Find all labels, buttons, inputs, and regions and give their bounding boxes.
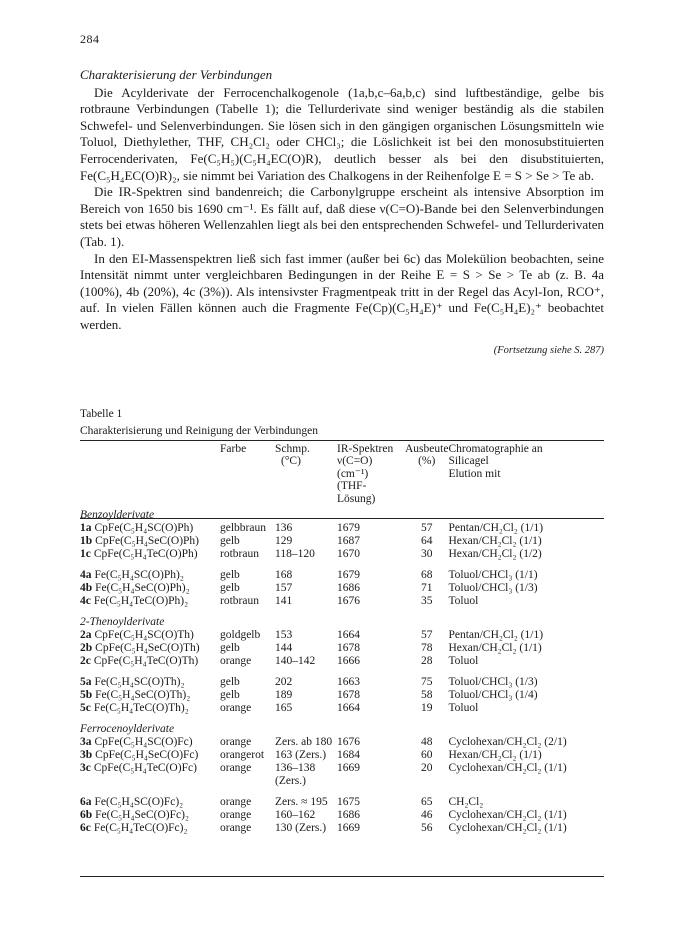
cell-farbe: gelb (220, 569, 240, 582)
cell-ausbeute: 65 (420, 796, 433, 809)
cell-compound (80, 535, 220, 548)
compound-id: 6b (80, 809, 93, 822)
table-row (80, 736, 604, 749)
cell-compound (80, 809, 220, 822)
compound-formula: Fe(C₅H₄SeC(O)Ph)₂ (95, 582, 190, 595)
paragraph: In den EI-Massenspektren ließ sich fast immer (außer bei 6c) das Molekülion beobachten, seine Intensität nimmt unter vergleichbaren Bedingungen in der Reihe E = S > Se > Te ab (z. B. 4a (100%), 4b (20%), 4c (3%)). Als intensivster Fragmentpeak tritt in der Regel das Acyl-Ion, RCO⁺, auf. In vielen Fällen können auch die Fragmente Fe(Cp)(C₅H₄E)⁺ und Fe(C₅H₄E)₂⁺ beobachtet werden. (80, 250, 604, 332)
group-title: Ferrocenoylderivate (80, 723, 175, 736)
cell-ir: 1669 (337, 762, 360, 775)
group-title: 2-Thenoylderivate (80, 616, 165, 629)
cell-compound (80, 668, 220, 689)
schmp-value: 160–162 (275, 809, 316, 822)
schmp-value: 130 (Zers.) (275, 822, 327, 835)
cell-ir: 1679 (337, 522, 360, 535)
cell-farbe: orange (220, 736, 252, 749)
cell-farbe: gelb (220, 642, 240, 655)
cell-ausbeute: 78 (420, 642, 433, 655)
compound-id: 3b (80, 749, 93, 762)
cell-compound (80, 582, 220, 595)
table-row (80, 788, 604, 809)
cell-chromatographie: Toluol/CHCl₃ (1/1) (448, 569, 538, 582)
cell-ausbeute: 71 (420, 582, 433, 595)
compound-id: 2c (80, 655, 91, 668)
paragraph: Die IR-Spektren sind bandenreich; die Carbonylgruppe erscheint als intensive Absorption im Bereich von 1650 bis 1690 cm⁻¹. Es fällt auf, daß diese ν(C=O)-Bande bei den Selenverbindungen stets bei etwas höheren Wellenzahlen liegt als bei den entsprechenden Schwefel- und Tellurderivaten (Tab. 1). (80, 184, 604, 249)
cell-schmp (275, 762, 337, 788)
cell-compound (80, 522, 220, 535)
schmp-value: 165 (275, 702, 293, 715)
compound-formula: Fe(C₅H₄TeC(O)Fc)₂ (93, 822, 188, 835)
compound-id: 2b (80, 642, 93, 655)
table-row (80, 595, 604, 608)
cell-compound (80, 822, 220, 835)
cell-ir: 1670 (337, 548, 360, 561)
table-row (80, 655, 604, 668)
schmp-value: 189 (275, 689, 293, 702)
cell-ausbeute: 28 (420, 655, 433, 668)
table-row (80, 749, 604, 762)
cell-farbe: rotbraun (220, 595, 259, 608)
cell-ausbeute: 75 (420, 676, 433, 689)
schmp-value: 118–120 (275, 548, 315, 561)
cell-farbe: gelb (220, 676, 240, 689)
group-title-row (80, 608, 604, 629)
cell-compound (80, 629, 220, 642)
cell-ausbeute: 64 (420, 535, 433, 548)
compound-formula: Fe(C₅H₄TeC(O)Ph)₂ (93, 595, 189, 608)
table-row (80, 548, 604, 561)
schmp-value: 202 (275, 676, 293, 689)
cell-ausbeute: 57 (420, 629, 433, 642)
header-ir: IR-Spektren ν(C=O) (cm⁻¹) (THF- Lösung) (337, 443, 394, 505)
cell-ir: 1678 (337, 689, 360, 702)
cell-farbe: orange (220, 702, 252, 715)
cell-compound (80, 702, 220, 715)
cell-ir: 1664 (337, 629, 360, 642)
compound-formula: Fe(C₅H₄SeC(O)Th)₂ (95, 689, 191, 702)
cell-ir: 1676 (337, 595, 360, 608)
cell-farbe: orange (220, 655, 252, 668)
cell-schmp (275, 702, 337, 715)
table-row (80, 522, 604, 535)
header-compound (80, 441, 220, 505)
cell-compound (80, 736, 220, 749)
cell-compound (80, 642, 220, 655)
schmp-value: 136 (275, 522, 293, 535)
cell-ir: 1686 (337, 809, 360, 822)
table-caption: Charakterisierung und Reinigung der Verbindungen (80, 425, 319, 437)
cell-schmp (275, 522, 337, 535)
group-title-row (80, 715, 604, 736)
schmp-value: 168 (275, 569, 293, 582)
cell-chromatographie: Cyclohexan/CH₂Cl₂ (1/1) (448, 822, 567, 835)
cell-chromatographie: Toluol/CHCl₃ (1/3) (448, 676, 538, 689)
table-row (80, 668, 604, 689)
compound-id: 1b (80, 535, 93, 548)
cell-schmp (275, 548, 337, 561)
compound-id: 6c (80, 822, 91, 835)
cell-compound (80, 689, 220, 702)
compound-formula: CpFe(C₅H₄TeC(O)Fc) (93, 762, 197, 775)
table-row (80, 561, 604, 582)
cell-ausbeute: 60 (420, 749, 433, 762)
cell-schmp (275, 655, 337, 668)
cell-ir: 1684 (337, 749, 360, 762)
table-header-row (80, 441, 604, 505)
schmp-value: 140–142 (275, 655, 316, 668)
schmp-value: Zers. ≈ 195 (275, 796, 328, 809)
page-number: 284 (80, 32, 100, 46)
cell-compound (80, 655, 220, 668)
compound-formula: CpFe(C₅H₄TeC(O)Th) (93, 655, 199, 668)
table-row (80, 809, 604, 822)
cell-ir: 1675 (337, 796, 360, 809)
cell-chromatographie: Cyclohexan/CH₂Cl₂ (1/1) (448, 809, 567, 822)
cell-ir: 1663 (337, 676, 360, 689)
paragraph: Die Acylderivate der Ferrocenchalkogenole (1a,b,c–6a,b,c) sind luftbeständige, gelbe bis rotbraune Verbindungen (Tabelle 1); die Tellurderivate sind weniger beständig als die stabilen Schwefel- und Selenverbindungen. Sie lösen sich in den gängigen organischen Lösungsmitteln wie Toluol, Diethylether, THF, CH₂Cl₂ oder CHCl₃; die Löslichkeit ist bei den monosubstituierten Ferrocenderivaten, Fe(C₅H₅)(C₅H₄EC(O)R), deutlich besser als bei den disubstituierten, Fe(C₅H₄EC(O)R)₂, sie nimmt bei Variation des Chalkogens in der Reihenfolge E = S > Se > Te ab. (80, 84, 604, 183)
cell-schmp (275, 809, 337, 822)
table-row (80, 629, 604, 642)
cell-farbe: orange (220, 796, 252, 809)
compound-formula: Fe(C₅H₄SeC(O)Fc)₂ (95, 809, 189, 822)
schmp-value: Zers. ab 180 (275, 736, 333, 749)
schmp-value: 144 (275, 642, 293, 655)
table-row (80, 689, 604, 702)
cell-ausbeute: 30 (420, 548, 433, 561)
cell-chromatographie: Hexan/CH₂Cl₂ (1/1) (448, 642, 542, 655)
compound-formula: Fe(C₅H₄SC(O)Fc)₂ (94, 796, 184, 809)
cell-compound (80, 762, 220, 788)
schmp-value: 157 (275, 582, 293, 595)
cell-compound (80, 749, 220, 762)
cell-chromatographie: Hexan/CH₂Cl₂ (1/1) (448, 535, 542, 548)
cell-farbe: orange (220, 809, 252, 822)
cell-ir: 1669 (337, 822, 360, 835)
compound-id: 1a (80, 522, 92, 535)
compound-id: 4a (80, 569, 92, 582)
compound-id: 4b (80, 582, 93, 595)
cell-compound (80, 788, 220, 809)
header-farbe: Farbe (220, 443, 247, 455)
cell-chromatographie: CH₂Cl₂ (448, 796, 484, 809)
cell-ausbeute: 57 (420, 522, 433, 535)
table-label: Tabelle 1 (80, 408, 123, 420)
cell-farbe: goldgelb (220, 629, 261, 642)
cell-schmp (275, 595, 337, 608)
cell-ir: 1676 (337, 736, 360, 749)
cell-schmp (275, 561, 337, 582)
cell-ir: 1686 (337, 582, 360, 595)
cell-chromatographie: Toluol (448, 702, 479, 715)
cell-schmp (275, 642, 337, 655)
cell-farbe: orange (220, 762, 252, 775)
cell-farbe: rotbraun (220, 548, 259, 561)
cell-schmp (275, 788, 337, 809)
compound-id: 5b (80, 689, 93, 702)
cell-ir: 1666 (337, 655, 360, 668)
cell-farbe: gelb (220, 582, 240, 595)
cell-ir: 1678 (337, 642, 360, 655)
header-ausbeute: Ausbeute (%) (405, 443, 449, 468)
group-title: Benzoylderivate (80, 509, 155, 522)
schmp-value: 153 (275, 629, 293, 642)
cell-ir: 1679 (337, 569, 360, 582)
cell-ausbeute: 56 (420, 822, 433, 835)
cell-farbe: gelb (220, 535, 240, 548)
cell-chromatographie: Toluol (448, 595, 479, 608)
cell-ausbeute: 58 (420, 689, 433, 702)
cell-farbe: orangerot (220, 749, 265, 762)
cell-ausbeute: 68 (420, 569, 433, 582)
table-row (80, 535, 604, 548)
group-title-row (80, 505, 604, 522)
cell-schmp (275, 736, 337, 749)
compound-table (80, 441, 604, 835)
header-schmp: Schmp. (°C) (275, 443, 310, 468)
compound-formula: CpFe(C₅H₄SeC(O)Th) (95, 642, 200, 655)
cell-ir: 1664 (337, 702, 360, 715)
compound-formula: Fe(C₅H₄SC(O)Th)₂ (94, 676, 185, 689)
cell-ausbeute: 20 (420, 762, 433, 775)
compound-formula: CpFe(C₅H₄SC(O)Th) (94, 629, 194, 642)
cell-schmp (275, 749, 337, 762)
cell-ir: 1687 (337, 535, 360, 548)
cell-ausbeute: 19 (420, 702, 433, 715)
compound-id: 6a (80, 796, 92, 809)
cell-ausbeute: 46 (420, 809, 433, 822)
cell-ausbeute: 35 (420, 595, 433, 608)
schmp-note: (Zers.) (275, 775, 306, 788)
cell-chromatographie: Pentan/CH₂Cl₂ (1/1) (448, 522, 544, 535)
section-title: Charakterisierung der Verbindungen (80, 67, 273, 82)
compound-id: 3a (80, 736, 92, 749)
table-bottom-rule (80, 876, 604, 877)
table-row (80, 762, 604, 788)
cell-chromatographie: Pentan/CH₂Cl₂ (1/1) (448, 629, 544, 642)
cell-chromatographie: Toluol/CHCl₃ (1/4) (448, 689, 538, 702)
compound-formula: CpFe(C₅H₄SC(O)Fc) (94, 736, 193, 749)
table-row (80, 582, 604, 595)
cell-ausbeute: 48 (420, 736, 433, 749)
cell-farbe: orange (220, 822, 252, 835)
table-row (80, 702, 604, 715)
cell-compound (80, 561, 220, 582)
cell-schmp (275, 629, 337, 642)
compound-id: 1c (80, 548, 91, 561)
compound-id: 5a (80, 676, 92, 689)
cell-schmp (275, 822, 337, 835)
schmp-value: 136–138 (275, 762, 316, 775)
cell-chromatographie: Cyclohexan/CH₂Cl₂ (1/1) (448, 762, 567, 775)
cell-compound (80, 548, 220, 561)
compound-formula: CpFe(C₅H₄TeC(O)Ph) (93, 548, 198, 561)
cell-schmp (275, 535, 337, 548)
compound-formula: CpFe(C₅H₄SC(O)Ph) (94, 522, 194, 535)
cell-compound (80, 595, 220, 608)
compound-formula: Fe(C₅H₄SC(O)Ph)₂ (94, 569, 184, 582)
body-text (80, 67, 604, 359)
cell-chromatographie: Hexan/CH₂Cl₂ (1/2) (448, 548, 542, 561)
continuation-note: (Fortsetzung siehe S. 287) (493, 344, 604, 356)
schmp-value: 141 (275, 595, 293, 608)
compound-id: 3c (80, 762, 91, 775)
cell-farbe: gelbbraun (220, 522, 266, 535)
cell-chromatographie: Hexan/CH₂Cl₂ (1/1) (448, 749, 542, 762)
cell-farbe: gelb (220, 689, 240, 702)
table-body (80, 505, 604, 835)
table-row (80, 642, 604, 655)
cell-chromatographie: Toluol/CHCl₃ (1/3) (448, 582, 538, 595)
header-chromatographie: Chromatographie an Silicagel Elution mit (448, 443, 543, 480)
cell-schmp (275, 668, 337, 689)
compound-id: 2a (80, 629, 92, 642)
table-row (80, 822, 604, 835)
cell-schmp (275, 689, 337, 702)
schmp-value: 163 (Zers.) (275, 749, 327, 762)
schmp-value: 129 (275, 535, 293, 548)
compound-formula: CpFe(C₅H₄SeC(O)Fc) (95, 749, 199, 762)
cell-schmp (275, 582, 337, 595)
cell-chromatographie: Cyclohexan/CH₂Cl₂ (2/1) (448, 736, 567, 749)
compound-formula: CpFe(C₅H₄SeC(O)Ph) (95, 535, 200, 548)
compound-formula: Fe(C₅H₄TeC(O)Th)₂ (93, 702, 189, 715)
compound-id: 4c (80, 595, 91, 608)
cell-chromatographie: Toluol (448, 655, 479, 668)
compound-id: 5c (80, 702, 91, 715)
